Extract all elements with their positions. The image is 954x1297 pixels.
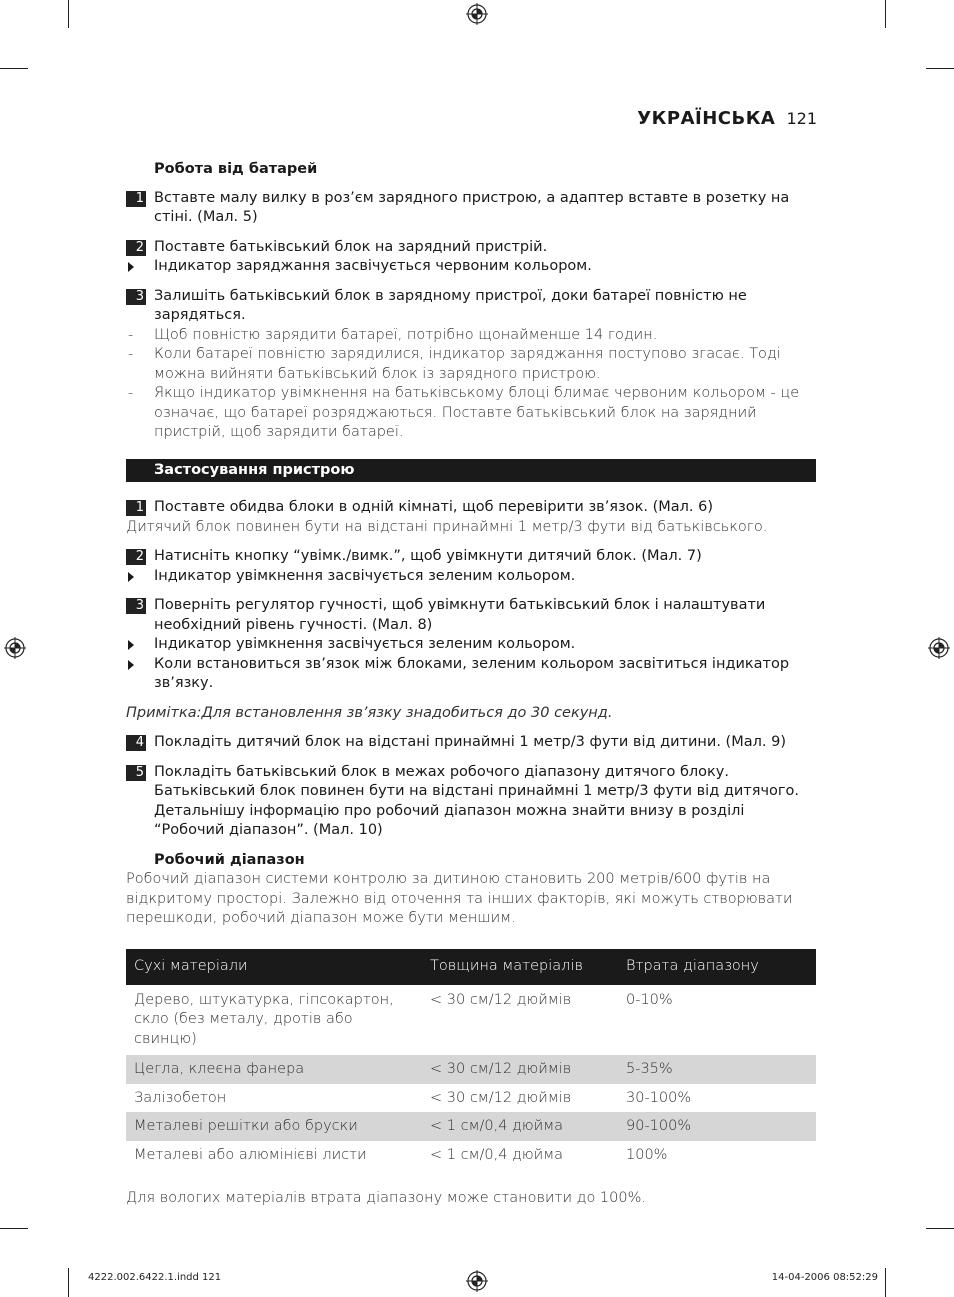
- table-cell: < 1 см/0,4 дюйма: [422, 1112, 618, 1141]
- table-row: [126, 1141, 816, 1170]
- crop-mark: [926, 68, 954, 69]
- registration-mark-icon: [928, 637, 950, 659]
- step-text: Вставте малу вилку в роз’єм зарядного пристрою, а адаптер вставте в розетку на стіні. (Мал. 5): [154, 189, 790, 225]
- crop-mark: [885, 1268, 886, 1297]
- step-number: 3: [126, 289, 146, 305]
- range-intro: Робочий діапазон системи контролю за дитиною становить 200 метрів/600 футів на відкритому просторі. Залежно від оточення та інших факторів, які можуть створювати перешкоди, робочий діапазон може бути меншим.: [126, 871, 793, 926]
- table-row: [126, 1084, 816, 1113]
- table-cell: < 30 см/12 дюймів: [430, 1089, 572, 1106]
- table-row: [126, 1055, 816, 1084]
- language-label: УКРАЇНСЬКА: [637, 108, 776, 129]
- list-item-text: Коли батареї повністю зарядилися, індикатор заряджання поступово згасає. Тоді можна вийняти батьківський блок із зарядного пристрою.: [154, 346, 781, 382]
- crop-mark: [885, 0, 886, 28]
- result-arrow-icon: [128, 640, 134, 650]
- note-text: Примітка:Для встановлення зв’язку знадобиться до 30 секунд.: [126, 704, 613, 721]
- dash-icon: -: [128, 385, 134, 401]
- result-text: Індикатор увімкнення засвічується зеленим кольором.: [154, 567, 576, 584]
- list-item-text: Якщо індикатор увімкнення на батьківському блоці блимає червоним кольором - це означає, що батареї розряджаються. Поставте батьківський блок на зарядний пристрій, щоб зарядити батареї.: [154, 385, 800, 440]
- table-cell: 90-100%: [618, 1112, 816, 1141]
- result-arrow-icon: [128, 572, 134, 582]
- table-cell: 5-35%: [618, 1055, 816, 1084]
- page-header: [637, 108, 817, 129]
- column-header: Втрата діапазону: [618, 949, 816, 985]
- footer-datetime: 14-04-2006 08:52:29: [771, 1272, 878, 1283]
- step-number: 3: [126, 598, 146, 614]
- result-arrow-icon: [128, 660, 134, 670]
- step-note: Дитячий блок повинен бути на відстані принаймні 1 метр/3 фути від батьківського.: [126, 518, 768, 535]
- step-number: 5: [126, 765, 146, 781]
- registration-mark-icon: [466, 3, 488, 25]
- step-text: Поставте обидва блоки в одній кімнаті, щоб перевірити зв’язок. (Мал. 6): [154, 499, 714, 515]
- dash-icon: -: [128, 346, 134, 362]
- usage-step-1: [126, 498, 816, 518]
- table-cell: Цегла, клеєна фанера: [126, 1055, 422, 1084]
- result-arrow-icon: [128, 262, 134, 272]
- result-text: Індикатор заряджання засвічується червоним кольором.: [154, 258, 592, 274]
- battery-step-1: [126, 189, 816, 228]
- list-item: [126, 326, 816, 346]
- list-item: [126, 384, 816, 443]
- table-row: [126, 985, 816, 1056]
- column-header: Сухі матеріали: [126, 949, 422, 985]
- usage-section-title: Застосування пристрою: [126, 459, 816, 483]
- step-number: 2: [126, 240, 146, 256]
- registration-mark-icon: [4, 637, 26, 659]
- step-text: Натисніть кнопку “увімк./вимк.”, щоб увімкнути дитячий блок. (Мал. 7): [154, 548, 702, 564]
- step-text: Поверніть регулятор гучності, щоб увімкнути батьківський блок і налаштувати необхідний рівень гучності. (Мал. 8): [154, 597, 766, 633]
- column-header: Товщина матеріалів: [422, 949, 618, 985]
- table-header-row: [126, 949, 816, 985]
- table-cell: 100%: [626, 1146, 668, 1163]
- table-cell: Дерево, штукатурка, гіпсокартон, скло (без металу, дротів або свинцю): [134, 991, 394, 1047]
- crop-mark: [68, 1268, 69, 1297]
- battery-step-2: [126, 238, 816, 258]
- step-result: [126, 655, 816, 694]
- step-number: 2: [126, 549, 146, 565]
- step-text: Покладіть батьківський блок в межах робочого діапазону дитячого блоку. Батьківський блок повинен бути на відстані принаймні 1 метр/3 фути від дитячого. Детальнішу інформацію про робочий діапазон можна знайти внизу в розділі “Робочий діапазон”. (Мал. 10): [154, 763, 799, 838]
- table-cell: 0-10%: [626, 991, 673, 1008]
- step-number: 1: [126, 191, 146, 207]
- page-content: [126, 160, 816, 1209]
- usage-step-4: [126, 733, 816, 753]
- battery-section-title: Робота від батарей: [154, 161, 318, 177]
- step-result: [126, 567, 816, 587]
- crop-mark: [926, 1228, 954, 1229]
- list-item-text: Щоб повністю зарядити батареї, потрібно щонайменше 14 годин.: [154, 326, 658, 343]
- crop-mark: [0, 68, 28, 69]
- table-row: [126, 1112, 816, 1141]
- registration-mark-icon: [466, 1270, 488, 1292]
- table-cell: Залізобетон: [134, 1089, 227, 1106]
- dash-icon: -: [128, 326, 134, 343]
- usage-step-3: [126, 596, 816, 635]
- step-text: Поставте батьківський блок на зарядний пристрій.: [154, 238, 548, 255]
- step-result: [126, 257, 816, 277]
- crop-mark: [0, 1228, 28, 1229]
- table-cell: < 1 см/0,4 дюйма: [430, 1146, 564, 1163]
- usage-step-2: [126, 547, 816, 567]
- page-number: 121: [786, 109, 817, 128]
- list-item: [126, 345, 816, 384]
- step-number: 4: [126, 735, 146, 751]
- result-text: Коли встановиться зв’язок між блоками, зеленим кольором засвітиться індикатор зв’язку.: [154, 655, 790, 691]
- table-cell: 30-100%: [626, 1089, 692, 1106]
- step-result: [126, 635, 816, 655]
- table-cell: Металеві або алюмінієві листи: [134, 1146, 367, 1163]
- step-text: Залишіть батьківський блок в зарядному пристрої, доки батареї повністю не зарядяться.: [154, 287, 747, 323]
- table-cell: < 30 см/12 дюймів: [422, 1055, 618, 1084]
- footer-file: 4222.002.6422.1.indd 121: [88, 1272, 222, 1283]
- range-footnote: Для вологих матеріалів втрата діапазону може становити до 100%.: [126, 1190, 646, 1206]
- table-cell: < 30 см/12 дюймів: [430, 991, 572, 1008]
- result-text: Індикатор увімкнення засвічується зеленим кольором.: [154, 636, 576, 652]
- range-table: [126, 949, 816, 1170]
- usage-step-5: [126, 763, 816, 841]
- table-cell: Металеві решітки або бруски: [126, 1112, 422, 1141]
- step-number: 1: [126, 500, 146, 516]
- step-text: Покладіть дитячий блок на відстані принаймні 1 метр/3 фути від дитини. (Мал. 9): [154, 734, 786, 750]
- crop-mark: [68, 0, 69, 28]
- range-section-title: Робочий діапазон: [154, 851, 305, 868]
- battery-step-3: [126, 287, 816, 326]
